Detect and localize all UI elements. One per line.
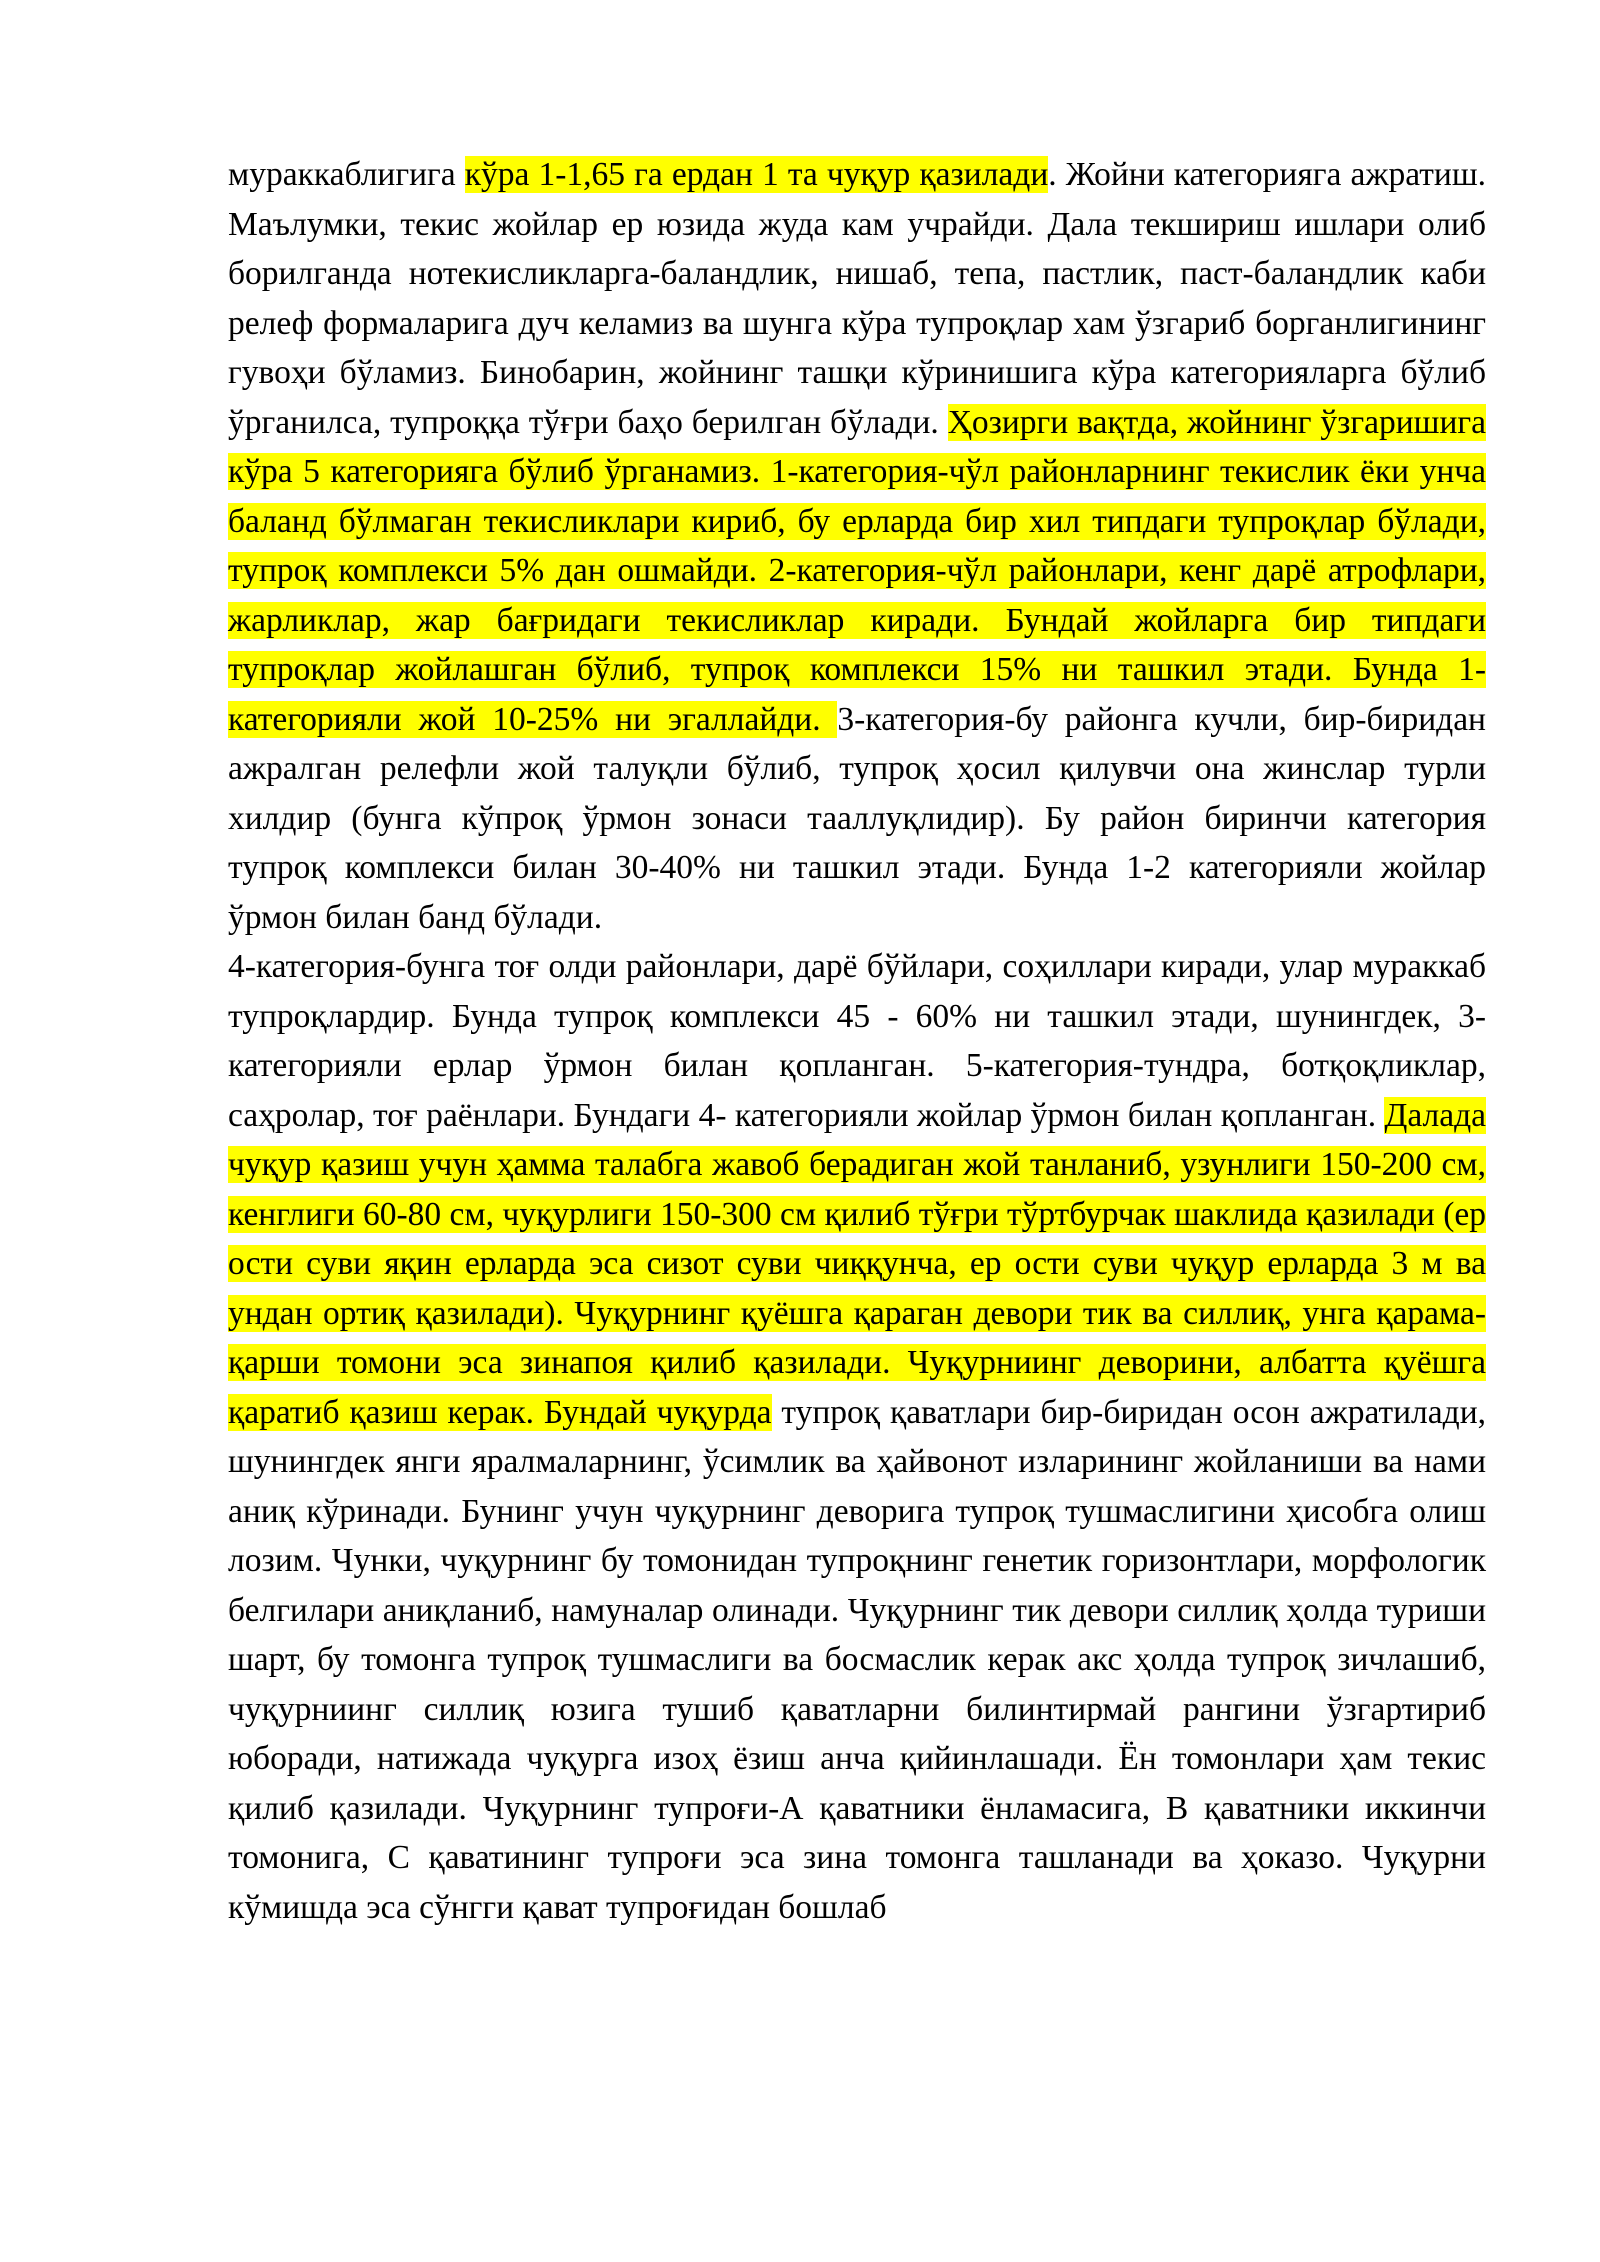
text-run: тупроқ қаватлари бир-биридан осон ажратилади, шунингдек янги яралмаларнинг, ўсимлик ва ҳайвонот изларининг жойланиши ва нами аниқ кўринади. Бунинг учун чуқурнинг деворига тупроқ тушмаслигини ҳисобга олиш лозим. Чунки, чуқурнинг бу томонидан тупроқнинг генетик горизонтлари, морфологик белгилари аниқланиб, намуналар олинади. Чуқурнинг тик девори силлиқ ҳолда туриши шарт, бу томонга тупроқ тушмаслиги ва босмаслик керак акс ҳолда тупроқ зичлашиб, чуқурниинг силлиқ юзига тушиб қаватларни билинтирмай рангини ўзгартириб юборади, натижада чуқурга изоҳ ёзиш анча қийинлашади. Ён томонлари ҳам текис қилиб қазилади. Чуқурнинг тупроғи-А қаватники ёнламасига, В қаватники иккинчи томонига, С қаватининг тупроғи эса зина томонга ташланади ва ҳоказо. Чуқурни кўмишда эса сўнгги қават тупроғидан бошлаб xyxy=(228,1393,1486,1926)
highlighted-text-run: Ҳозирги вақтда, жойнинг ўзгаришига кўра 5 категорияга бўлиб ўрганамиз. 1-категория-чўл районларнинг текислик ёки унча баланд бўлмаган текисликлари кириб, бу ерларда бир хил типдаги тупроқлар бўлади, тупроқ комплекси 5% дан ошмайди. 2-категория-чўл районлари, кенг дарё атрофлари, жарликлар, жар бағридаги текисликлар киради. Бундай жойларга бир типдаги тупроқлар жойлашган бўлиб, тупроқ комплекси 15% ни ташкил этади. Бунда 1- категорияли жой 10-25% ни эгаллайди. xyxy=(228,403,1486,738)
body-text xyxy=(228,150,1486,1932)
text-run: мураккаблигига xyxy=(228,156,465,193)
highlighted-text-run: Далада чуқур қазиш учун ҳамма талабга жавоб берадиган жой танланиб, узунлиги 150-200 см, кенглиги 60-80 см, чуқурлиги 150-300 см қилиб тўғри тўртбурчак шаклида қазилади (ер ости суви яқин ерларда эса сизот суви чиққунча, ер ости суви чуқур ерларда 3 м ва ундан ортиқ қазилади). Чуқурнинг қуёшга қараган девори тик ва силлиқ, унга қарама-қарши томони эса зинапоя қилиб қазилади. Чуқурниинг деворини, албатта қуёшга қаратиб қазиш керак. Бундай чуқурда xyxy=(228,1096,1486,1431)
text-run: 4-категория-бунга тоғ олди районлари, дарё бўйлари, соҳиллари киради, улар мураккаб тупроқлардир. Бунда тупроқ комплекси 45 - 60% ни ташкил этади, шунингдек, 3-категорияли ерлар ўрмон билан қопланган. 5-категория-тундра, ботқоқликлар, саҳролар, тоғ раёнлари. Бундаги 4- категорияли жойлар ўрмон билан қопланган. xyxy=(228,948,1486,1134)
highlighted-text-run: кўра 1-1,65 га ердан 1 та чуқур қазилади xyxy=(464,156,1049,193)
text-run: 3-категория-бу районга кучли, бир-биридан ажралган релефли жой талуқли бўлиб, тупроқ ҳосил қилувчи она жинслар турли хилдир (бунга кўпроқ ўрмон зонаси тааллуқлидир). Бу район биринчи категория тупроқ комплекси билан 30-40% ни ташкил этади. Бунда 1-2 категорияли жойлар ўрмон билан банд бўлади. xyxy=(228,700,1486,936)
paragraph-1 xyxy=(228,150,1486,942)
text-run: . Жойни категорияга ажратиш. Маълумки, текис жойлар ер юзида жуда кам учрайди. Дала текшириш ишлари олиб борилганда нотекисликларга-баландлик, нишаб, тепа, пастлик, паст-баландлик каби релеф формаларига дуч келамиз ва шунга кўра тупроқлар хам ўзгариб борганлигининг гувоҳи бўламиз. Бинобарин, жойнинг ташқи кўринишига кўра категорияларга бўлиб ўрганилса, тупроққа тўғри баҳо берилган бўлади. xyxy=(228,156,1486,441)
paragraph-2 xyxy=(228,942,1486,1932)
